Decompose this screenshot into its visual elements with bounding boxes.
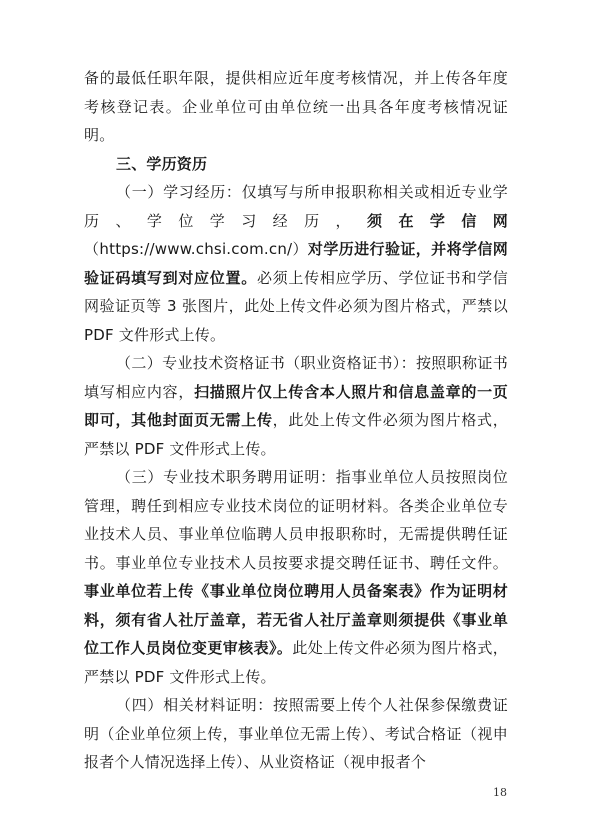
text-segment: 备的最低任职年限，提供相应近年度考核情况，并上传各年度考核登记表。企业单位可由单位统一出具各年度考核情况证明。: [84, 69, 508, 144]
text-segment: ，此处上传文件必须为图片格式，严禁以 PDF 文件形式上传。: [84, 411, 508, 458]
text-segment: （二）专业技术资格证书（职业资格证书）：按照职称证书填写相应内容，: [84, 354, 508, 401]
section-heading-education: [84, 150, 508, 179]
paragraph-study-experience: [84, 178, 508, 349]
text-segment: （https://www.chsi.com.cn/）: [84, 240, 308, 258]
text-segment: 此处上传文件必须为图片格式，严禁以 PDF 文件形式上传。: [84, 639, 508, 686]
text-segment: （一）学习经历：仅填写与所申报职称相关或相近专业学历、学位学习经历，: [84, 183, 508, 230]
text-segment: （四）相关材料证明：按照需要上传个人社保参保缴费证明（企业单位须上传，事业单位无需上传）、考试合格证（视申报者个人情况选择上传）、从业资格证（视申报者个: [84, 696, 508, 771]
page-body: [84, 64, 508, 777]
text-segment: （三）专业技术职务聘用证明：指事业单位人员按照岗位管理，聘任到相应专业技术岗位的证明材料。各类企业单位专业技术人员、事业单位临聘人员申报职称时，无需提供聘任证书。事业单位专业技术人员按要求提交聘任证书、聘任文件。: [84, 468, 508, 572]
paragraph-qualification-certificate: [84, 349, 508, 463]
continued-paragraph: [84, 64, 508, 150]
paragraph-related-materials: [84, 691, 508, 777]
bold-text-segment: 对学历进行验证，并将学信网验证码填写到对应位置。: [84, 240, 508, 287]
paragraph-employment-proof: [84, 463, 508, 691]
text-segment: 必须上传相应学历、学位证书和学信网验证页等 3 张图片，此处上传文件必须为图片格式，严禁以 PDF 文件形式上传。: [84, 268, 508, 344]
bold-text-segment: 事业单位若上传《事业单位岗位聘用人员备案表》作为证明材料，须有省人社厅盖章，若无省人社厅盖章则须提供《事业单位工作人员岗位变更审核表》。: [84, 582, 508, 657]
page-number: 18: [493, 786, 507, 799]
bold-text-segment: 三、学历资历: [116, 154, 208, 173]
bold-text-segment: 扫描照片仅上传含本人照片和信息盖章的一页即可，其他封面页无需上传: [84, 382, 508, 429]
bold-text-segment: 须在学信网: [367, 211, 508, 230]
